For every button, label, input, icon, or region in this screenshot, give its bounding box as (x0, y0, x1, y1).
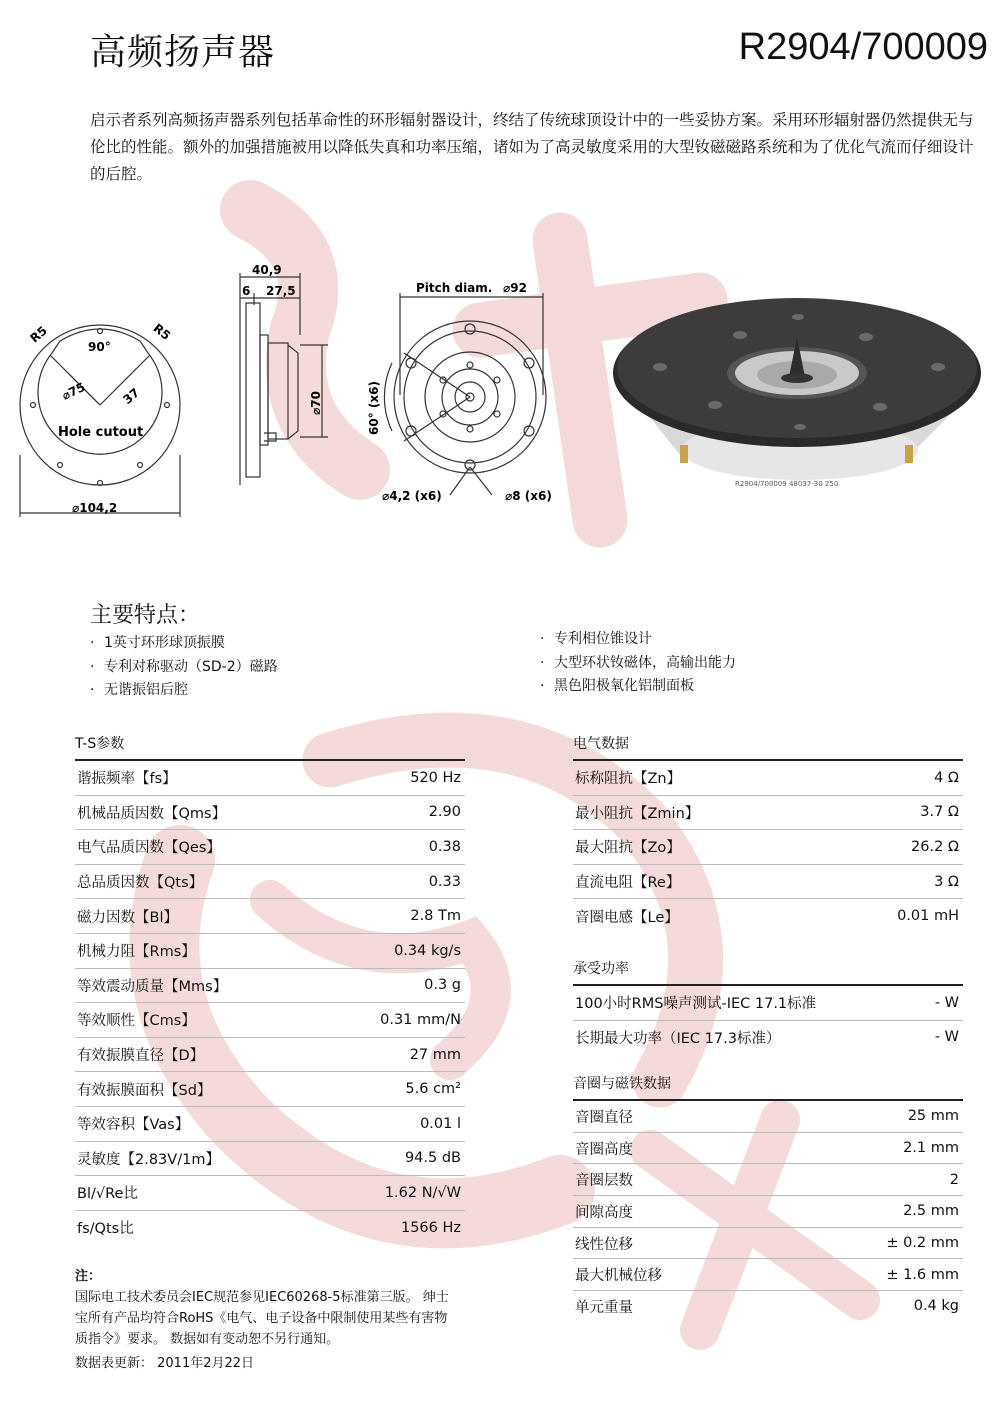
cutout-r-left: R5 (27, 323, 50, 346)
model-number: R2904/700009 (738, 26, 988, 68)
coil-title: 音圈与磁铁数据 (573, 1069, 963, 1101)
table-row: 最小阻抗【Zmin】 3.7 Ω (573, 796, 963, 831)
cutout-dim-37: 37 (120, 385, 143, 407)
front-pitch: Pitch diam. (416, 281, 493, 295)
table-row: 标称阻抗【Zn】 4 Ω (573, 761, 963, 796)
cutout-dia-inner: ⌀75 (59, 379, 88, 403)
feature-item: · 黑色阳极氧化铝制面板 (540, 678, 694, 694)
front-hole-small: ⌀4,2 (x6) (382, 489, 442, 503)
table-row: 总品质因数【Qts】 0.33 (75, 865, 465, 900)
table-row: 磁力因数【Bl】 2.8 Tm (75, 899, 465, 934)
feature-item: · 专利相位锥设计 (540, 631, 652, 647)
product-photo (613, 298, 981, 480)
table-row: 音圈直径 25 mm (573, 1101, 963, 1133)
side-dia: ⌀70 (309, 391, 323, 415)
table-row: 电气品质因数【Qes】 0.38 (75, 830, 465, 865)
front-pitch-val: ⌀92 (503, 281, 527, 295)
table-row: 最大机械位移 ± 1.6 mm (573, 1259, 963, 1291)
ts-parameters-table (75, 729, 465, 1244)
table-row: 有效振膜直径【D】 27 mm (75, 1038, 465, 1073)
table-row: 100小时RMS噪声测试-IEC 17.1标准 - W (573, 986, 963, 1021)
features-title: 主要特点： (90, 603, 201, 628)
cutout-label: Hole cutout (58, 425, 144, 440)
front-angle: 60° (x6) (367, 381, 381, 435)
table-row: 音圈层数 2 (573, 1164, 963, 1196)
table-row: 最大阻抗【Zo】 26.2 Ω (573, 830, 963, 865)
table-row: 音圈高度 2.1 mm (573, 1133, 963, 1165)
cutout-r-right: R5 (150, 320, 174, 343)
features-right (540, 628, 736, 699)
table-row: 谐振频率【fs】 520 Hz (75, 761, 465, 796)
table-row: 机械力阻【Rms】 0.34 kg/s (75, 934, 465, 969)
datasheet-updated: 数据表更新： 2011年2月22日 (75, 1356, 255, 1371)
electrical-title: 电气数据 (573, 729, 963, 761)
table-row: 等效震动质量【Mms】 0.3 g (75, 969, 465, 1004)
page-title: 高频扬声器 (90, 32, 276, 73)
feature-item: · 无谐振铝后腔 (90, 682, 188, 698)
table-row: 机械品质因数【Qms】 2.90 (75, 796, 465, 831)
table-row: 线性位移 ± 0.2 mm (573, 1228, 963, 1260)
side-depth: 27,5 (266, 284, 296, 298)
technical-drawings (0, 255, 1000, 555)
table-row: fs/Qts比 1566 Hz (77, 1219, 461, 1238)
table-row: 直流电阻【Re】 3 Ω (573, 865, 963, 900)
feature-item: · 1英寸环形球顶振膜 (90, 635, 225, 651)
table-row: 有效振膜面积【Sd】 5.6 cm² (75, 1072, 465, 1107)
table-row: Bl/√Re比 1.62 N/√W (75, 1176, 465, 1211)
table-row: 间隙高度 2.5 mm (573, 1196, 963, 1228)
features-left (90, 632, 278, 703)
feature-item: · 专利对称驱动（SD-2）磁路 (90, 658, 278, 675)
power-title: 承受功率 (573, 954, 963, 986)
ts-title: T-S参数 (75, 729, 465, 761)
intro-paragraph: 启示者系列高频扬声器系列包括革命性的环形辐射器设计，终结了传统球顶设计中的一些妥协方案。采用环形辐射器仍然提供无与伦比的性能。额外的加强措施被用以降低失真和功率压缩，诸如为了高灵敏度采用的大型钕磁磁路系统和为了优化气流而仔细设计的后腔。 (90, 111, 974, 183)
table-row: 长期最大功率（IEC 17.3标准） - W (575, 1029, 959, 1047)
notes (75, 1266, 455, 1350)
notes-text: 国际电工技术委员会IEC规范参见IEC60268-5标准第三版。 绅士宝所有产品均符合RoHS《电气、电子设备中限制使用某些有害物质指令》要求。 数据如有变动恕不另行通知。 (75, 1290, 449, 1347)
notes-title: 注： (75, 1269, 102, 1284)
power-handling-table (573, 954, 963, 1054)
cutout-dia-outer: ⌀104,2 (72, 501, 118, 515)
table-row: 等效容积【Vas】 0.01 l (75, 1107, 465, 1142)
table-row: 等效顺性【Cms】 0.31 mm/N (75, 1003, 465, 1038)
table-row: 单元重量 0.4 kg (575, 1298, 959, 1316)
table-row: 灵敏度【2.83V/1m】 94.5 dB (75, 1142, 465, 1177)
front-view-drawing (384, 293, 546, 495)
feature-item: · 大型环状钕磁体，高输出能力 (540, 654, 736, 671)
side-flange: 6 (242, 284, 251, 298)
photo-label: R2904/700009 48037-30 250 (735, 480, 839, 488)
front-hole-large: ⌀8 (x6) (505, 489, 552, 503)
cutout-angle: 90° (88, 340, 111, 354)
side-total: 40,9 (252, 263, 282, 277)
table-row: 音圈电感【Le】 0.01 mH (575, 908, 959, 926)
voice-coil-magnet-table (573, 1069, 963, 1322)
side-view-drawing (240, 273, 328, 485)
electrical-data-table (573, 729, 963, 933)
